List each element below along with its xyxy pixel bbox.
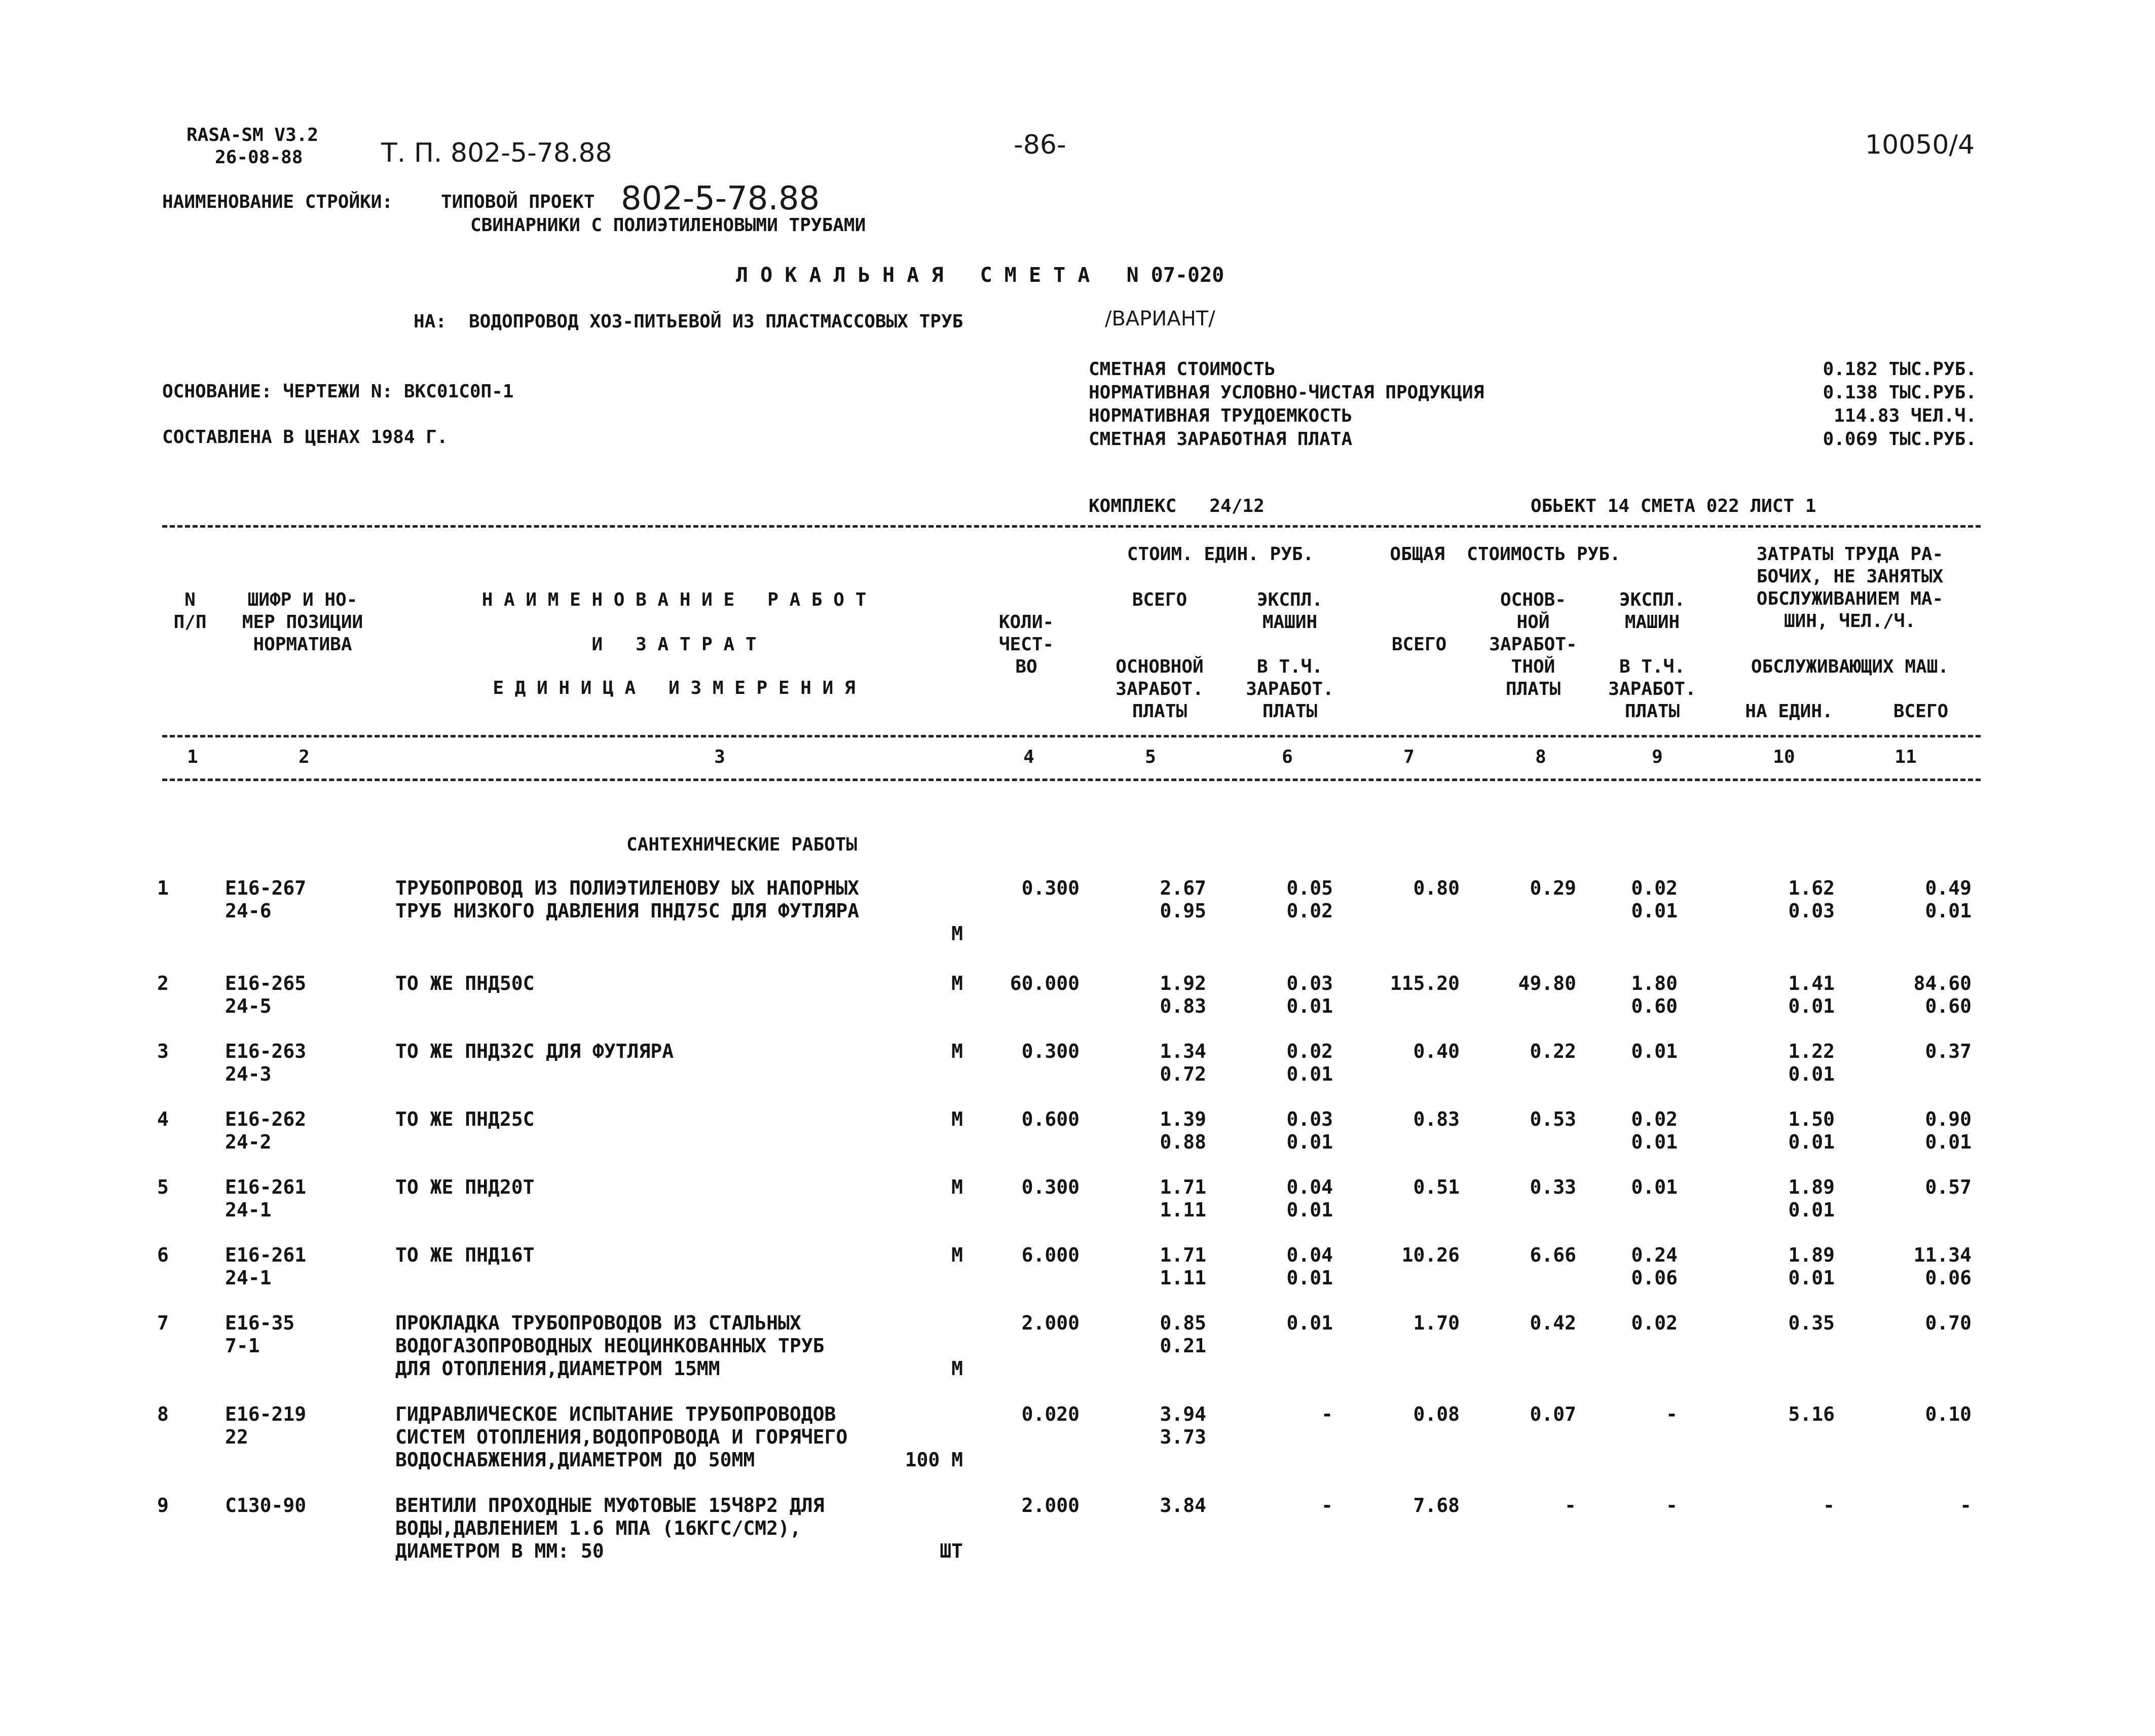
row-number: 6	[157, 1244, 169, 1266]
object-sheet: ОБЬЕКТ 14 СМЕТА 022 ЛИСТ 1	[1531, 496, 1816, 516]
handwritten-page-number: -86-	[1014, 130, 1066, 160]
row-labor-total: 0.70	[1925, 1312, 1972, 1334]
section-title: САНТЕХНИЧЕСКИЕ РАБОТЫ	[626, 834, 858, 855]
row-quantity: 0.600	[1021, 1108, 1080, 1130]
row-number: 5	[157, 1176, 169, 1198]
row-number: 7	[157, 1312, 169, 1334]
row-total-cost: 115.20	[1390, 972, 1460, 994]
col-number-8: 8	[1535, 747, 1546, 767]
row-labor-total: 0.10	[1925, 1403, 1972, 1425]
header-col9-top: ЭКСПЛ. МАШИН	[1619, 589, 1686, 633]
col-number-6: 6	[1282, 747, 1293, 767]
row-quantity: 60.000	[1010, 972, 1080, 994]
row-quantity: 6.000	[1021, 1244, 1080, 1266]
row-total-cost: 0.83	[1413, 1108, 1460, 1130]
header-col10: НА ЕДИН.	[1745, 701, 1833, 722]
row-work-name: ТО ЖЕ ПНД16Т	[395, 1244, 535, 1266]
col-number-5: 5	[1145, 747, 1156, 767]
row-total-machines: -	[1666, 1494, 1678, 1517]
row-work-name: ТО ЖЕ ПНД25С	[395, 1108, 535, 1130]
row-unit-total: 3.84	[1160, 1494, 1206, 1517]
handwritten-reference: Т. П. 802-5-78.88	[381, 138, 612, 168]
row-unit-of-measure: М	[951, 1108, 963, 1130]
row-code: Е16-261 24-1	[225, 1176, 307, 1221]
col-number-7: 7	[1403, 747, 1415, 767]
page-title: Л О К А Л Ь Н А Я С М Е Т А N 07-020	[736, 264, 1224, 287]
row-unit-total: 1.39 0.88	[1160, 1108, 1206, 1153]
header-col1: N П/П	[173, 589, 207, 633]
row-total-wages: 0.33	[1530, 1176, 1576, 1198]
row-work-name: ТО ЖЕ ПНД20Т	[395, 1176, 535, 1198]
row-total-cost: 0.51	[1413, 1176, 1460, 1198]
header-col11: ВСЕГО	[1893, 701, 1949, 722]
table-header-rule	[162, 735, 1981, 737]
header-labor-operators: ОБСЛУЖИВАЮЩИХ МАШ.	[1751, 656, 1949, 677]
row-unit-machines: 0.04 0.01	[1286, 1176, 1333, 1221]
header-col3-costs: И З А Т Р А Т	[591, 634, 757, 655]
row-code: Е16-262 24-2	[225, 1108, 307, 1153]
row-labor-unit: 5.16	[1788, 1403, 1835, 1425]
header-col8: ОСНОВ- НОЙ ЗАРАБОТ- ТНОЙ ПЛАТЫ	[1489, 589, 1577, 699]
row-labor-unit: 1.89 0.01	[1788, 1176, 1835, 1221]
row-code: Е16-261 24-1	[225, 1244, 307, 1289]
header-col7: ВСЕГО	[1391, 634, 1447, 655]
row-unit-total: 1.34 0.72	[1160, 1040, 1206, 1085]
row-unit-of-measure: 100 М	[905, 1449, 963, 1471]
row-quantity: 0.020	[1021, 1403, 1080, 1425]
row-labor-total: 0.57	[1925, 1176, 1972, 1198]
row-code: С130-90	[225, 1494, 307, 1517]
row-number: 9	[157, 1494, 169, 1517]
row-unit-machines: 0.01	[1286, 1312, 1333, 1334]
row-unit-total: 1.92 0.83	[1160, 972, 1206, 1017]
row-code: Е16-263 24-3	[225, 1040, 307, 1085]
row-labor-total: 0.90 0.01	[1925, 1108, 1972, 1153]
row-unit-of-measure: М	[951, 1176, 963, 1198]
header-total-cost-group: ОБЩАЯ СТОИМОСТЬ РУБ.	[1390, 544, 1621, 565]
header-col2: ШИФР И НО- МЕР ПОЗИЦИИ НОРМАТИВА	[242, 589, 363, 655]
row-total-wages: 0.22	[1530, 1040, 1576, 1062]
row-unit-of-measure: М	[951, 1357, 963, 1380]
summary-wages-label: СМЕТНАЯ ЗАРАБОТНАЯ ПЛАТА	[1089, 429, 1353, 450]
row-labor-unit: 1.22 0.01	[1788, 1040, 1835, 1085]
row-unit-total: 0.85 0.21	[1160, 1312, 1206, 1357]
row-work-name: ТО ЖЕ ПНД50С	[395, 972, 535, 994]
row-work-name: ТО ЖЕ ПНД32С ДЛЯ ФУТЛЯРА	[395, 1040, 674, 1062]
handwritten-document-number: 10050/4	[1865, 130, 1975, 160]
header-labor-group: ЗАТРАТЫ ТРУДА РА- БОЧИХ, НЕ ЗАНЯТЫХ ОБСЛУЖИВАНИЕМ МА- ШИН, ЧЕЛ./Ч.	[1756, 544, 1944, 632]
row-unit-machines: 0.05 0.02	[1286, 877, 1333, 922]
row-work-name: ГИДРАВЛИЧЕСКОЕ ИСПЫТАНИЕ ТРУБОПРОВОДОВ СИСТЕМ ОТОПЛЕНИЯ,ВОДОПРОВОДА И ГОРЯЧЕГО ВОДОСНАБЖЕНИЯ,ДИАМЕТРОМ ДО 50ММ	[395, 1403, 848, 1471]
row-code: Е16-219 22	[225, 1403, 307, 1448]
summary-wages-value: 0.069 ТЫС.РУБ.	[1823, 429, 1977, 450]
row-labor-unit: 1.50 0.01	[1788, 1108, 1835, 1153]
row-quantity: 0.300	[1021, 1040, 1080, 1062]
construction-project-number: 802-5-78.88	[621, 180, 820, 217]
subject-handwritten-variant: /ВАРИАНТ/	[1105, 307, 1215, 330]
row-work-name: ВЕНТИЛИ ПРОХОДНЫЕ МУФТОВЫЕ 15Ч8Р2 ДЛЯ ВОДЫ,ДАВЛЕНИЕМ 1.6 МПА (16КГС/СМ2), ДИАМЕТРОМ В ММ: 50	[395, 1494, 825, 1562]
row-unit-machines: 0.04 0.01	[1286, 1244, 1333, 1289]
row-total-wages: 0.42	[1530, 1312, 1576, 1334]
row-unit-machines: 0.02 0.01	[1286, 1040, 1333, 1085]
basis: ОСНОВАНИЕ: ЧЕРТЕЖИ N: ВКС01С0П-1	[162, 381, 514, 402]
row-labor-unit: 1.89 0.01	[1788, 1244, 1835, 1289]
row-total-machines: 1.80 0.60	[1631, 972, 1678, 1017]
subject-label: НА:	[414, 311, 447, 332]
row-unit-machines: 0.03 0.01	[1286, 1108, 1333, 1153]
row-total-cost: 1.70	[1413, 1312, 1460, 1334]
row-total-cost: 10.26	[1401, 1244, 1460, 1266]
row-total-machines: 0.01	[1631, 1176, 1678, 1198]
header-unit-cost-group: СТОИМ. ЕДИН. РУБ.	[1127, 544, 1314, 565]
row-unit-of-measure: М	[951, 1244, 963, 1266]
col-number-4: 4	[1023, 747, 1034, 767]
header-col4: КОЛИ- ЧЕСТ- ВО	[998, 612, 1054, 677]
row-total-machines: 0.01	[1631, 1040, 1678, 1062]
program-version: RASA-SM V3.2	[187, 125, 319, 145]
table-numbers-rule	[162, 779, 1981, 781]
row-total-wages: 6.66	[1530, 1244, 1576, 1266]
row-work-name: ТРУБОПРОВОД ИЗ ПОЛИЭТИЛЕНОВУ ЫХ НАПОРНЫХ ТРУБ НИЗКОГО ДАВЛЕНИЯ ПНД75С ДЛЯ ФУТЛЯРА	[395, 877, 860, 922]
row-number: 2	[157, 972, 169, 994]
header-col9-bottom: В Т.Ч. ЗАРАБОТ. ПЛАТЫ	[1608, 656, 1696, 722]
construction-prefix: ТИПОВОЙ ПРОЕКТ	[441, 192, 595, 212]
row-unit-machines: -	[1321, 1403, 1333, 1425]
header-col5-top: ВСЕГО	[1132, 589, 1187, 610]
row-labor-total: 84.60 0.60	[1913, 972, 1972, 1017]
row-total-cost: 7.68	[1413, 1494, 1460, 1517]
summary-labor-intensity-value: 114.83 ЧЕЛ.Ч.	[1834, 405, 1977, 426]
row-total-wages: 0.07	[1530, 1403, 1576, 1425]
header-col5-bottom: ОСНОВНОЙ ЗАРАБОТ. ПЛАТЫ	[1116, 656, 1204, 722]
summary-net-production-label: НОРМАТИВНАЯ УСЛОВНО-ЧИСТАЯ ПРОДУКЦИЯ	[1089, 382, 1484, 403]
row-unit-of-measure: М	[951, 922, 963, 945]
col-number-9: 9	[1652, 747, 1663, 767]
row-unit-total: 3.94 3.73	[1160, 1403, 1206, 1448]
row-labor-total: 11.34 0.06	[1913, 1244, 1972, 1289]
row-labor-total: -	[1960, 1494, 1972, 1517]
row-total-cost: 0.40	[1413, 1040, 1460, 1062]
row-total-wages: 0.53	[1530, 1108, 1576, 1130]
summary-estimated-cost-value: 0.182 ТЫС.РУБ.	[1823, 359, 1977, 380]
row-unit-total: 1.71 1.11	[1160, 1244, 1206, 1289]
row-quantity: 2.000	[1021, 1494, 1080, 1517]
row-unit-machines: -	[1321, 1494, 1333, 1517]
complex-code: КОМПЛЕКС 24/12	[1089, 496, 1265, 516]
summary-net-production-value: 0.138 ТЫС.РУБ.	[1823, 382, 1977, 403]
summary-estimated-cost-label: СМЕТНАЯ СТОИМОСТЬ	[1089, 359, 1276, 380]
table-top-rule	[162, 525, 1981, 528]
row-number: 8	[157, 1403, 169, 1425]
row-total-cost: 0.08	[1413, 1403, 1460, 1425]
col-number-1: 1	[187, 747, 198, 767]
construction-description: СВИНАРНИКИ С ПОЛИЭТИЛЕНОВЫМИ ТРУБАМИ	[470, 215, 866, 236]
subject-text: ВОДОПРОВОД ХОЗ-ПИТЬЕВОЙ ИЗ ПЛАСТМАССОВЫХ ТРУБ	[469, 311, 963, 332]
header-col3-name: Н А И М Е Н О В А Н И Е Р А Б О Т	[481, 589, 867, 610]
row-code: Е16-35 7-1	[225, 1312, 295, 1357]
header-col6-top: ЭКСПЛ. МАШИН	[1256, 589, 1323, 633]
row-labor-total: 0.37	[1925, 1040, 1972, 1062]
header-col3-unit: Е Д И Н И Ц А И З М Е Р Е Н И Я	[493, 678, 856, 698]
row-total-cost: 0.80	[1413, 877, 1460, 899]
row-quantity: 2.000	[1021, 1312, 1080, 1334]
row-total-wages: 0.29	[1530, 877, 1576, 899]
row-number: 3	[157, 1040, 169, 1062]
row-total-machines: 0.24 0.06	[1631, 1244, 1678, 1289]
row-code: Е16-267 24-6	[225, 877, 307, 922]
row-labor-unit: 0.35	[1788, 1312, 1835, 1334]
row-labor-unit: 1.41 0.01	[1788, 972, 1835, 1017]
row-labor-unit: -	[1823, 1494, 1835, 1517]
row-unit-of-measure: М	[951, 972, 963, 994]
row-quantity: 0.300	[1021, 1176, 1080, 1198]
header-col6-bottom: В Т.Ч. ЗАРАБОТ. ПЛАТЫ	[1246, 656, 1334, 722]
col-number-3: 3	[714, 747, 725, 767]
row-unit-of-measure: М	[951, 1040, 963, 1062]
row-total-machines: 0.02 0.01	[1631, 877, 1678, 922]
row-unit-of-measure: ШТ	[940, 1540, 963, 1562]
print-date: 26-08-88	[215, 147, 303, 168]
summary-labor-intensity-label: НОРМАТИВНАЯ ТРУДОЕМКОСТЬ	[1089, 405, 1353, 426]
col-number-10: 10	[1773, 747, 1795, 767]
row-work-name: ПРОКЛАДКА ТРУБОПРОВОДОВ ИЗ СТАЛЬНЫХ ВОДОГАЗОПРОВОДНЫХ НЕОЦИНКОВАННЫХ ТРУБ ДЛЯ ОТОПЛЕНИЯ,ДИАМЕТРОМ 15ММ	[395, 1312, 825, 1380]
row-unit-machines: 0.03 0.01	[1286, 972, 1333, 1017]
row-unit-total: 1.71 1.11	[1160, 1176, 1206, 1221]
row-total-machines: -	[1666, 1403, 1678, 1425]
row-labor-unit: 1.62 0.03	[1788, 877, 1835, 922]
row-number: 1	[157, 877, 169, 899]
row-total-machines: 0.02 0.01	[1631, 1108, 1678, 1153]
col-number-2: 2	[299, 747, 310, 767]
row-unit-total: 2.67 0.95	[1160, 877, 1206, 922]
construction-label: НАИМЕНОВАНИЕ СТРОЙКИ:	[162, 192, 393, 212]
row-total-machines: 0.02	[1631, 1312, 1678, 1334]
row-code: Е16-265 24-5	[225, 972, 307, 1017]
row-number: 4	[157, 1108, 169, 1130]
col-number-11: 11	[1894, 747, 1917, 767]
row-quantity: 0.300	[1021, 877, 1080, 899]
row-total-wages: -	[1565, 1494, 1576, 1517]
price-base: СОСТАВЛЕНА В ЦЕНАХ 1984 Г.	[162, 427, 448, 448]
row-total-wages: 49.80	[1518, 972, 1576, 994]
row-labor-total: 0.49 0.01	[1925, 877, 1972, 922]
